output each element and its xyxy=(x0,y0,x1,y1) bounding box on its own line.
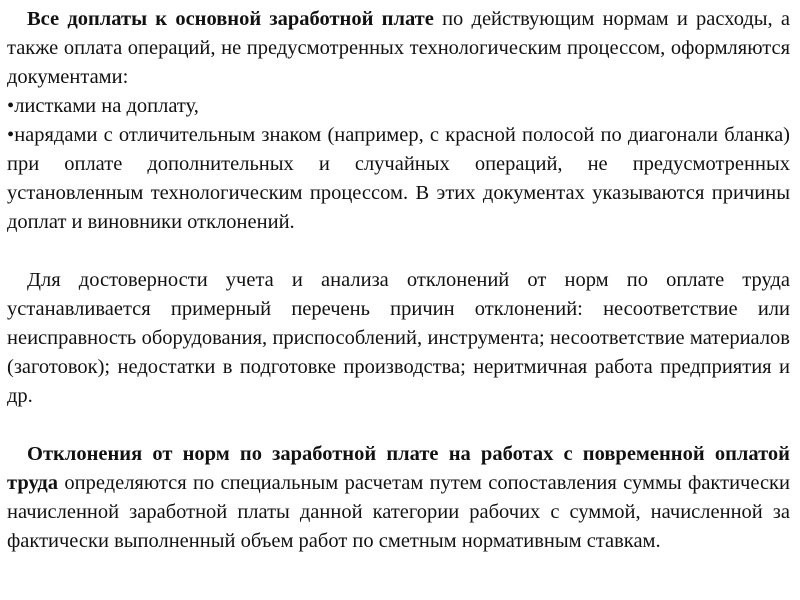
bullet-mark: • xyxy=(7,95,15,117)
paragraph-deviation-causes xyxy=(7,266,790,411)
bullet-item-orders-text: нарядами с отличительным знаком (например, с красной полосой по диагонали бланка) при оплате дополнительных и случайных операций, не предусмотренных установленным технологическим процессом. В этих документах указываются причины доплат и виновники отклонений. xyxy=(7,124,790,233)
paragraph-time-based-pay xyxy=(7,440,790,556)
bullet-item-orders xyxy=(7,121,790,237)
paragraph-time-based-pay-bold-lead: Отклонения от норм по заработной плате на работах с повременной оплатой труда xyxy=(7,443,790,494)
bullet-item-sheets-text: листками на доплату, xyxy=(14,95,199,117)
paragraph-supplements-bold-lead: Все доплаты к основной заработной плате xyxy=(27,8,434,30)
paragraph-deviation-causes-text: Для достоверности учета и анализа отклонений от норм по оплате труда устанавливается примерный перечень причин отклонений: несоответствие или неисправность оборудования, приспособлений, инструмента; несоответствие материалов (заготовок); недостатки в подготовке производства; неритмичная работа предприятия и др. xyxy=(7,269,790,407)
paragraph-gap xyxy=(7,411,790,440)
paragraph-gap xyxy=(7,237,790,266)
bullet-item-sheets xyxy=(7,92,790,121)
paragraph-supplements xyxy=(7,5,790,92)
bullet-mark: • xyxy=(7,124,15,146)
paragraph-time-based-pay-text: определяются по специальным расчетам путем сопоставления суммы фактически начисленной заработной платы данной категории рабочих с суммой, начисленной за фактически выполненный объем работ по сметным нормативным ставкам. xyxy=(7,472,790,552)
paragraph-supplements-text: по действующим нормам и расходы, а также оплата операций, не предусмотренных технологическим процессом, оформляются документами: xyxy=(7,8,790,88)
